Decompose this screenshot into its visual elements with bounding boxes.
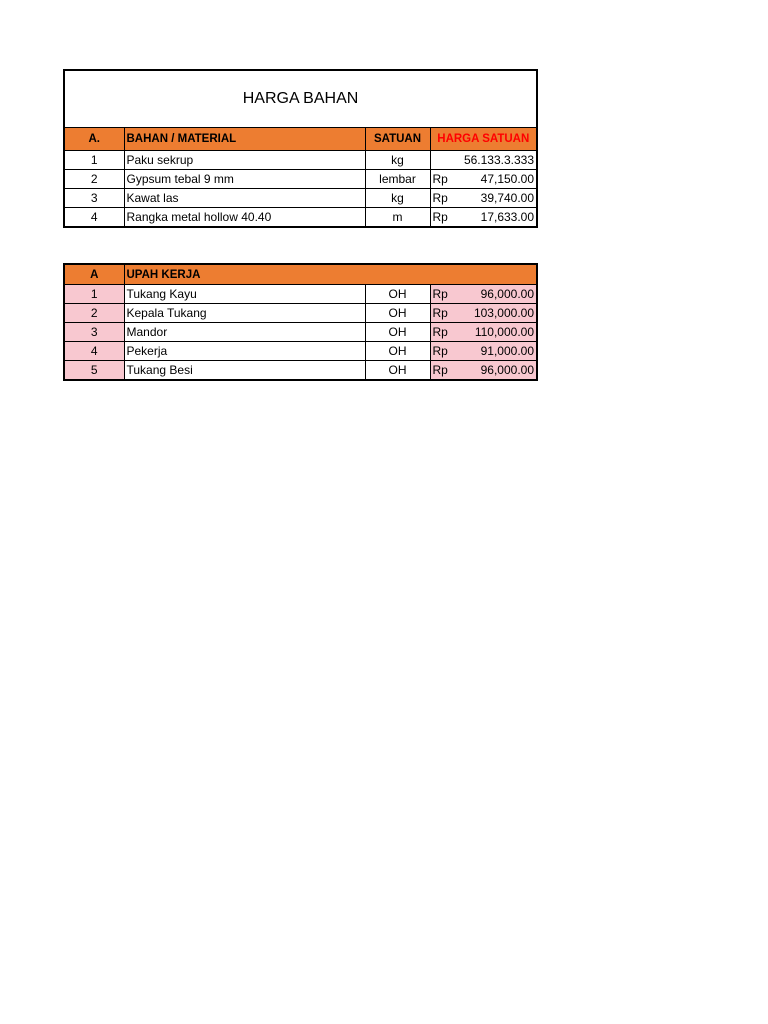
row-name[interactable]: Tukang Besi (124, 361, 365, 381)
upah-kerja-table (63, 263, 538, 381)
row-currency: Rp (432, 344, 448, 358)
row-currency: Rp (432, 172, 448, 186)
row-price-value: 96,000.00 (480, 363, 535, 377)
bahan-header-unit: SATUAN (365, 128, 430, 151)
row-name[interactable]: Tukang Kayu (124, 285, 365, 304)
table-row (64, 323, 537, 342)
harga-bahan-table (63, 69, 538, 228)
table-row (64, 361, 537, 381)
row-price[interactable] (430, 285, 537, 304)
row-price[interactable] (430, 170, 537, 189)
table-row (64, 151, 537, 170)
row-price[interactable] (430, 304, 537, 323)
row-unit[interactable]: OH (365, 323, 430, 342)
table-row (64, 342, 537, 361)
row-no[interactable]: 2 (64, 170, 124, 189)
row-price-value: 47,150.00 (480, 172, 535, 186)
row-no[interactable]: 2 (64, 304, 124, 323)
table-row (64, 170, 537, 189)
row-unit[interactable]: OH (365, 304, 430, 323)
row-unit[interactable]: OH (365, 285, 430, 304)
row-currency: Rp (432, 210, 448, 224)
row-price-value: 103,000.00 (473, 306, 535, 320)
row-currency: Rp (432, 191, 448, 205)
table-row (64, 208, 537, 228)
row-currency: Rp (432, 287, 448, 301)
row-no[interactable]: 3 (64, 189, 124, 208)
table-row (64, 285, 537, 304)
row-unit[interactable]: kg (365, 151, 430, 170)
row-name[interactable]: Paku sekrup (124, 151, 365, 170)
row-price-value: 56.133.3.333 (463, 153, 535, 167)
row-no[interactable]: 1 (64, 285, 124, 304)
row-currency: Rp (432, 306, 448, 320)
row-no[interactable]: 3 (64, 323, 124, 342)
row-price[interactable] (430, 208, 537, 228)
row-no[interactable]: 4 (64, 208, 124, 228)
row-no[interactable]: 4 (64, 342, 124, 361)
table-row (64, 304, 537, 323)
upah-header-no: A (64, 264, 124, 285)
row-name[interactable]: Pekerja (124, 342, 365, 361)
bahan-header-name: BAHAN / MATERIAL (124, 128, 365, 151)
upah-header-name: UPAH KERJA (124, 264, 537, 285)
bahan-header-price: HARGA SATUAN (430, 128, 537, 151)
table-row (64, 189, 537, 208)
row-price-value: 96,000.00 (480, 287, 535, 301)
row-no[interactable]: 1 (64, 151, 124, 170)
row-price[interactable] (430, 189, 537, 208)
row-price-value: 39,740.00 (480, 191, 535, 205)
row-price-value: 110,000.00 (474, 325, 535, 339)
row-unit[interactable]: kg (365, 189, 430, 208)
harga-bahan-title: HARGA BAHAN (64, 70, 537, 128)
row-unit[interactable]: OH (365, 342, 430, 361)
row-no[interactable]: 5 (64, 361, 124, 381)
row-name[interactable]: Gypsum tebal 9 mm (124, 170, 365, 189)
row-unit[interactable]: OH (365, 361, 430, 381)
row-price[interactable] (430, 323, 537, 342)
row-price-value: 91,000.00 (480, 344, 535, 358)
row-unit[interactable]: lembar (365, 170, 430, 189)
row-price-value: 17,633.00 (480, 210, 535, 224)
bahan-header-no: A. (64, 128, 124, 151)
row-name[interactable]: Kepala Tukang (124, 304, 365, 323)
row-name[interactable]: Mandor (124, 323, 365, 342)
row-price[interactable] (430, 151, 537, 170)
row-unit[interactable]: m (365, 208, 430, 228)
row-currency: Rp (432, 325, 448, 339)
row-currency: Rp (432, 363, 448, 377)
row-name[interactable]: Rangka metal hollow 40.40 (124, 208, 365, 228)
row-name[interactable]: Kawat las (124, 189, 365, 208)
row-price[interactable] (430, 361, 537, 381)
row-price[interactable] (430, 342, 537, 361)
